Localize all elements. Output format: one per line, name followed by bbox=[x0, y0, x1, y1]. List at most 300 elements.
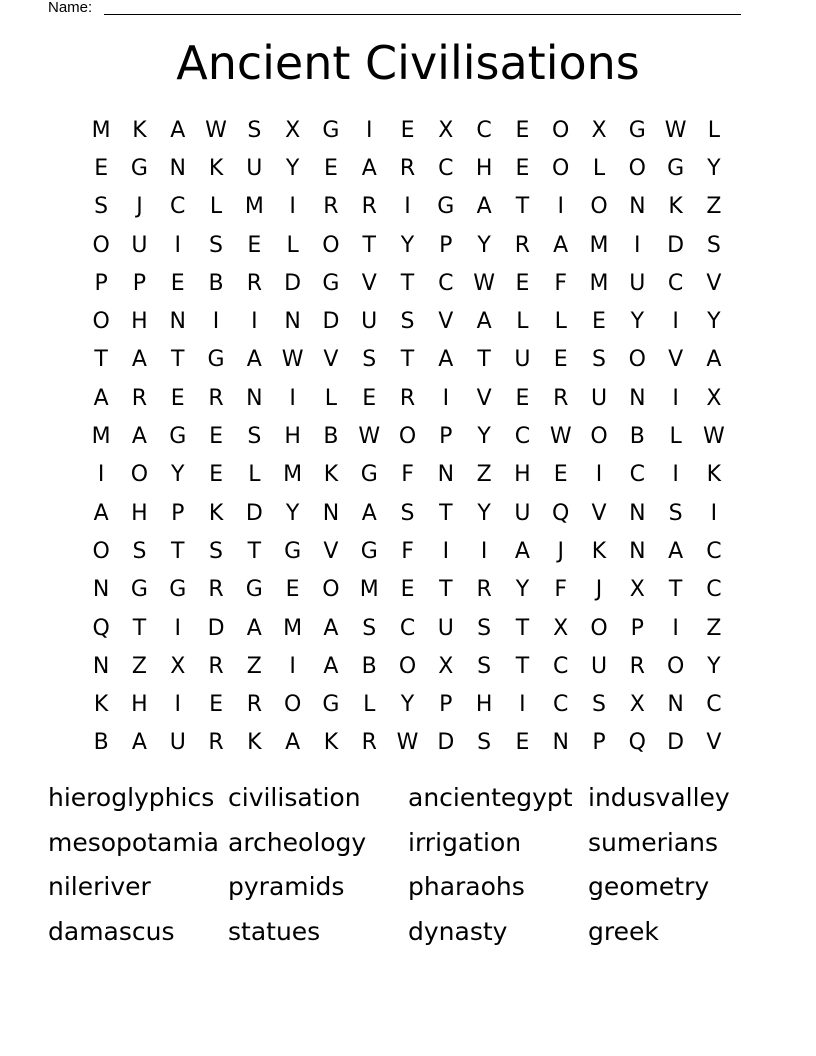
grid-cell[interactable]: E bbox=[400, 117, 415, 143]
grid-cell[interactable]: X bbox=[438, 653, 454, 679]
grid-cell[interactable]: I bbox=[480, 538, 488, 564]
grid-cell[interactable]: I bbox=[672, 385, 679, 411]
grid-cell[interactable]: W bbox=[664, 117, 687, 143]
grid-cell[interactable]: W bbox=[205, 117, 227, 143]
grid-cell[interactable]: T bbox=[94, 347, 108, 373]
grid-cell[interactable]: Y bbox=[707, 155, 721, 181]
grid-cell[interactable]: S bbox=[477, 615, 492, 641]
grid-cell[interactable]: V bbox=[438, 309, 454, 335]
grid-cell[interactable]: Y bbox=[707, 309, 721, 335]
grid-cell[interactable]: E bbox=[170, 385, 185, 411]
grid-cell[interactable]: O bbox=[590, 615, 608, 641]
grid-cell[interactable]: R bbox=[208, 653, 224, 679]
grid-cell[interactable]: E bbox=[247, 232, 262, 258]
grid-cell[interactable]: Y bbox=[400, 692, 415, 718]
grid-cell[interactable]: S bbox=[209, 232, 224, 258]
grid-cell[interactable]: L bbox=[554, 309, 567, 335]
grid-cell[interactable]: A bbox=[93, 385, 109, 411]
grid-cell[interactable]: E bbox=[515, 730, 530, 756]
grid-cell[interactable]: T bbox=[247, 538, 262, 564]
grid-cell[interactable]: M bbox=[244, 194, 264, 220]
grid-cell[interactable]: L bbox=[592, 155, 606, 181]
grid-cell[interactable]: O bbox=[628, 155, 646, 181]
grid-cell[interactable]: O bbox=[590, 424, 608, 450]
grid-cell[interactable]: D bbox=[437, 730, 455, 756]
grid-cell[interactable]: R bbox=[361, 730, 377, 756]
grid-cell[interactable]: V bbox=[476, 385, 492, 411]
grid-cell[interactable]: K bbox=[208, 500, 224, 526]
grid-cell[interactable]: D bbox=[667, 232, 685, 258]
grid-cell[interactable]: M bbox=[283, 615, 303, 641]
grid-cell[interactable]: O bbox=[92, 538, 110, 564]
grid-cell[interactable]: A bbox=[131, 424, 147, 450]
grid-cell[interactable]: G bbox=[437, 194, 455, 220]
grid-cell[interactable]: T bbox=[171, 347, 185, 373]
word-list bbox=[48, 776, 768, 954]
grid-cell[interactable]: A bbox=[476, 309, 492, 335]
word-list-item: statues bbox=[228, 916, 321, 946]
grid-cell[interactable]: H bbox=[131, 309, 148, 335]
grid-cell[interactable]: I bbox=[174, 232, 181, 258]
grid-cell[interactable]: G bbox=[322, 692, 340, 718]
grid-cell[interactable]: U bbox=[246, 155, 263, 181]
grid-cell[interactable]: R bbox=[208, 385, 224, 411]
grid-cell[interactable]: W bbox=[396, 730, 419, 756]
grid-cell[interactable]: G bbox=[130, 155, 148, 181]
grid-cell[interactable]: T bbox=[362, 232, 376, 258]
grid-cell[interactable]: R bbox=[246, 692, 262, 718]
grid-cell[interactable]: S bbox=[400, 309, 415, 335]
grid-cell[interactable]: T bbox=[171, 538, 185, 564]
grid-cell[interactable]: Y bbox=[171, 462, 185, 488]
word-list-item: dynasty bbox=[408, 916, 508, 946]
grid-cell[interactable]: E bbox=[285, 577, 300, 603]
grid-cell[interactable]: V bbox=[361, 270, 377, 296]
grid-cell[interactable]: R bbox=[208, 730, 224, 756]
grid-cell[interactable]: I bbox=[365, 117, 373, 143]
grid-cell[interactable]: H bbox=[131, 692, 148, 718]
grid-cell[interactable]: R bbox=[553, 385, 569, 411]
grid-cell[interactable]: S bbox=[362, 347, 377, 373]
grid-cell[interactable]: N bbox=[629, 385, 646, 411]
grid-cell[interactable]: C bbox=[438, 270, 454, 296]
grid-cell[interactable]: E bbox=[592, 309, 606, 335]
grid-cell[interactable]: G bbox=[207, 347, 225, 373]
grid-cell[interactable]: R bbox=[323, 194, 339, 220]
grid-cell[interactable]: C bbox=[667, 270, 684, 296]
grid-cell[interactable]: E bbox=[362, 385, 377, 411]
grid-cell[interactable]: O bbox=[322, 232, 340, 258]
grid-cell[interactable]: N bbox=[552, 730, 569, 756]
grid-cell[interactable]: N bbox=[92, 653, 110, 679]
grid-cell[interactable]: L bbox=[516, 309, 529, 335]
grid-cell[interactable]: A bbox=[93, 500, 109, 526]
grid-cell[interactable]: T bbox=[400, 270, 415, 296]
grid-cell[interactable]: S bbox=[592, 347, 606, 373]
grid-cell[interactable]: Q bbox=[552, 500, 570, 526]
grid-cell[interactable]: D bbox=[667, 730, 685, 756]
grid-cell[interactable]: G bbox=[360, 462, 378, 488]
grid-cell[interactable]: N bbox=[246, 385, 263, 411]
grid-cell[interactable]: X bbox=[706, 385, 722, 411]
grid-cell[interactable]: S bbox=[362, 615, 377, 641]
grid-cell[interactable]: R bbox=[629, 653, 645, 679]
grid-cell[interactable]: G bbox=[245, 577, 263, 603]
grid-cell[interactable]: D bbox=[245, 500, 263, 526]
grid-cell[interactable]: E bbox=[209, 462, 223, 488]
grid-cell[interactable]: H bbox=[475, 155, 493, 181]
grid-cell[interactable]: M bbox=[589, 232, 609, 258]
grid-cell[interactable]: J bbox=[557, 538, 564, 564]
grid-cell[interactable]: Y bbox=[285, 155, 300, 181]
grid-cell[interactable]: M bbox=[91, 117, 111, 143]
grid-cell[interactable]: X bbox=[170, 653, 186, 679]
grid-cell[interactable]: N bbox=[284, 309, 301, 335]
grid-cell[interactable]: T bbox=[477, 347, 491, 373]
grid-cell[interactable]: S bbox=[132, 538, 147, 564]
grid-cell[interactable]: J bbox=[595, 577, 603, 603]
grid-cell[interactable]: K bbox=[247, 730, 262, 756]
grid-cell[interactable]: Y bbox=[707, 653, 721, 679]
grid-cell[interactable]: I bbox=[97, 462, 105, 488]
grid-cell[interactable]: E bbox=[94, 155, 109, 181]
grid-cell[interactable]: K bbox=[132, 117, 147, 143]
grid-cell[interactable]: C bbox=[170, 194, 186, 220]
grid-cell[interactable]: A bbox=[246, 347, 262, 373]
grid-cell[interactable]: W bbox=[703, 424, 725, 450]
grid-cell[interactable]: O bbox=[552, 155, 570, 181]
grid-cell[interactable]: W bbox=[358, 424, 381, 450]
grid-cell[interactable]: G bbox=[667, 155, 685, 181]
grid-cell[interactable]: A bbox=[131, 730, 147, 756]
grid-cell[interactable]: K bbox=[93, 692, 109, 718]
grid-cell[interactable]: P bbox=[439, 232, 453, 258]
grid-cell[interactable]: F bbox=[401, 538, 414, 564]
grid-cell[interactable]: Z bbox=[706, 194, 722, 220]
grid-cell[interactable]: O bbox=[628, 347, 646, 373]
grid-cell[interactable]: C bbox=[629, 462, 645, 488]
grid-cell[interactable]: S bbox=[247, 424, 262, 450]
grid-cell[interactable]: K bbox=[323, 462, 339, 488]
grid-cell[interactable]: G bbox=[169, 577, 187, 603]
grid-cell[interactable]: G bbox=[284, 538, 302, 564]
word-list-item: damascus bbox=[48, 916, 175, 946]
grid-cell[interactable]: L bbox=[669, 424, 682, 450]
grid-cell[interactable]: I bbox=[212, 309, 220, 335]
grid-cell[interactable]: L bbox=[209, 194, 223, 220]
grid-cell[interactable]: O bbox=[130, 462, 149, 488]
grid-cell[interactable]: U bbox=[131, 232, 148, 258]
grid-cell[interactable]: U bbox=[590, 385, 608, 411]
grid-cell[interactable]: G bbox=[322, 117, 340, 143]
name-label: Name: bbox=[48, 0, 93, 16]
grid-cell[interactable]: B bbox=[361, 653, 377, 679]
grid-cell[interactable]: O bbox=[590, 194, 608, 220]
grid-cell[interactable]: R bbox=[399, 385, 416, 411]
grid-cell[interactable]: L bbox=[363, 692, 376, 718]
grid-cell[interactable]: V bbox=[323, 347, 339, 373]
grid-cell[interactable]: F bbox=[401, 462, 414, 488]
grid-cell[interactable]: M bbox=[91, 424, 111, 450]
grid-cell[interactable]: I bbox=[710, 500, 718, 526]
grid-cell[interactable]: O bbox=[283, 692, 302, 718]
grid-cell[interactable]: I bbox=[404, 194, 411, 220]
grid-cell[interactable]: S bbox=[706, 232, 721, 258]
grid-cell[interactable]: E bbox=[400, 577, 415, 603]
grid-cell[interactable]: T bbox=[132, 615, 147, 641]
grid-cell[interactable]: E bbox=[209, 424, 223, 450]
grid-cell[interactable]: C bbox=[706, 577, 722, 603]
grid-cell[interactable]: C bbox=[438, 155, 454, 181]
grid-cell[interactable]: I bbox=[557, 194, 564, 220]
grid-cell[interactable]: N bbox=[629, 538, 646, 564]
grid-cell[interactable]: Y bbox=[630, 309, 645, 335]
grid-cell[interactable]: O bbox=[398, 653, 417, 679]
grid-cell[interactable]: N bbox=[169, 155, 186, 181]
grid-cell[interactable]: S bbox=[94, 194, 109, 220]
grid-cell[interactable]: V bbox=[706, 270, 722, 296]
grid-cell[interactable]: L bbox=[324, 385, 338, 411]
grid-cell[interactable]: O bbox=[552, 117, 570, 143]
grid-cell[interactable]: C bbox=[476, 117, 492, 143]
grid-cell[interactable]: C bbox=[706, 538, 722, 564]
grid-cell[interactable]: G bbox=[130, 577, 148, 603]
grid-cell[interactable]: M bbox=[283, 462, 303, 488]
grid-cell[interactable]: C bbox=[399, 615, 416, 641]
grid-cell[interactable]: C bbox=[514, 424, 531, 450]
grid-cell[interactable]: L bbox=[286, 232, 299, 258]
grid-cell[interactable]: I bbox=[634, 232, 641, 258]
grid-cell[interactable]: R bbox=[208, 577, 224, 603]
grid-cell[interactable]: K bbox=[323, 730, 339, 756]
grid-cell[interactable]: P bbox=[630, 615, 644, 641]
grid-cell[interactable]: I bbox=[289, 653, 296, 679]
grid-cell[interactable]: F bbox=[554, 270, 568, 296]
grid-cell[interactable]: H bbox=[131, 500, 148, 526]
grid-cell[interactable]: K bbox=[208, 155, 224, 181]
grid-cell[interactable]: B bbox=[208, 270, 224, 296]
grid-cell[interactable]: U bbox=[629, 270, 646, 296]
grid-cell[interactable]: W bbox=[281, 347, 304, 373]
grid-cell[interactable]: T bbox=[515, 194, 530, 220]
grid-cell[interactable]: O bbox=[92, 309, 110, 335]
grid-cell[interactable]: G bbox=[360, 538, 378, 564]
grid-cell[interactable]: I bbox=[174, 692, 181, 718]
grid-cell[interactable]: I bbox=[442, 385, 450, 411]
grid-cell[interactable]: A bbox=[285, 730, 301, 756]
grid-cell[interactable]: P bbox=[94, 270, 108, 296]
word-list-item: ancientegypt bbox=[408, 783, 573, 812]
grid-cell[interactable]: S bbox=[477, 653, 492, 679]
grid-cell[interactable]: G bbox=[628, 117, 646, 143]
grid-cell[interactable]: P bbox=[171, 500, 185, 526]
grid-cell[interactable]: N bbox=[437, 462, 455, 488]
grid-cell[interactable]: T bbox=[439, 500, 453, 526]
grid-cell[interactable]: S bbox=[668, 500, 683, 526]
grid-cell[interactable]: I bbox=[289, 194, 296, 220]
grid-cell[interactable]: T bbox=[400, 347, 415, 373]
grid-cell[interactable]: D bbox=[207, 615, 225, 641]
grid-cell[interactable]: R bbox=[131, 385, 148, 411]
grid-cell[interactable]: I bbox=[174, 615, 181, 641]
grid-cell[interactable]: W bbox=[473, 270, 495, 296]
grid-cell[interactable]: A bbox=[514, 538, 530, 564]
grid-cell[interactable]: V bbox=[668, 347, 684, 373]
grid-cell[interactable]: K bbox=[591, 538, 607, 564]
grid-cell[interactable]: T bbox=[515, 615, 530, 641]
grid-cell[interactable]: S bbox=[209, 538, 224, 564]
grid-cell[interactable]: N bbox=[629, 194, 646, 220]
grid-cell[interactable]: N bbox=[322, 500, 340, 526]
grid-cell[interactable]: R bbox=[361, 194, 377, 220]
grid-cell[interactable]: C bbox=[553, 692, 569, 718]
grid-cell[interactable]: U bbox=[361, 309, 378, 335]
grid-cell[interactable]: Q bbox=[628, 730, 646, 756]
grid-cell[interactable]: A bbox=[438, 347, 454, 373]
grid-cell[interactable]: R bbox=[476, 577, 492, 603]
grid-cell[interactable]: N bbox=[92, 577, 110, 603]
grid-cell[interactable]: E bbox=[553, 462, 568, 488]
grid-cell[interactable]: X bbox=[285, 117, 301, 143]
grid-cell[interactable]: T bbox=[668, 577, 683, 603]
grid-cell[interactable]: I bbox=[442, 538, 450, 564]
grid-cell[interactable]: X bbox=[591, 117, 607, 143]
grid-cell[interactable]: S bbox=[477, 730, 492, 756]
grid-cell[interactable]: B bbox=[93, 730, 109, 756]
grid-cell[interactable]: Z bbox=[476, 462, 492, 488]
grid-cell[interactable]: P bbox=[439, 692, 453, 718]
grid-cell[interactable]: Y bbox=[477, 424, 491, 450]
grid-cell[interactable]: A bbox=[170, 117, 186, 143]
grid-cell[interactable]: Y bbox=[477, 232, 491, 258]
grid-cell[interactable]: U bbox=[590, 653, 608, 679]
grid-cell[interactable]: L bbox=[248, 462, 261, 488]
grid-cell[interactable]: E bbox=[515, 117, 530, 143]
grid-cell[interactable]: E bbox=[553, 347, 568, 373]
grid-cell[interactable]: P bbox=[439, 424, 453, 450]
grid-cell[interactable]: I bbox=[519, 692, 526, 718]
grid-cell[interactable]: P bbox=[132, 270, 147, 296]
grid-cell[interactable]: Z bbox=[131, 653, 147, 679]
grid-cell[interactable]: A bbox=[476, 194, 492, 220]
grid-cell[interactable]: Q bbox=[92, 615, 110, 641]
grid-cell[interactable]: A bbox=[553, 232, 569, 258]
grid-cell[interactable]: H bbox=[514, 462, 531, 488]
grid-cell[interactable]: E bbox=[170, 270, 185, 296]
grid-cell[interactable]: J bbox=[136, 194, 143, 220]
grid-cell[interactable]: E bbox=[515, 270, 530, 296]
word-list-item: indusvalley bbox=[588, 783, 730, 812]
grid-cell[interactable]: I bbox=[672, 309, 679, 335]
grid-cell[interactable]: K bbox=[706, 462, 722, 488]
grid-cell[interactable]: A bbox=[131, 347, 147, 373]
grid-cell[interactable]: L bbox=[707, 117, 721, 143]
grid-cell[interactable]: K bbox=[668, 194, 683, 220]
grid-cell[interactable]: T bbox=[439, 577, 453, 603]
grid-cell[interactable]: Z bbox=[246, 653, 262, 679]
grid-cell[interactable]: Y bbox=[285, 500, 300, 526]
grid-cell[interactable]: P bbox=[592, 730, 606, 756]
grid-cell[interactable]: N bbox=[169, 309, 186, 335]
grid-cell[interactable]: V bbox=[323, 538, 339, 564]
grid-cell[interactable]: I bbox=[672, 615, 679, 641]
grid-cell[interactable]: Y bbox=[477, 500, 491, 526]
grid-cell[interactable]: A bbox=[361, 500, 377, 526]
grid-cell[interactable]: I bbox=[672, 462, 679, 488]
grid-cell[interactable]: R bbox=[246, 270, 262, 296]
grid-cell[interactable]: U bbox=[169, 730, 186, 756]
grid-cell[interactable]: Y bbox=[400, 232, 415, 258]
grid-cell[interactable]: F bbox=[554, 577, 568, 603]
grid-cell[interactable]: Z bbox=[706, 615, 722, 641]
grid-cell[interactable]: R bbox=[399, 155, 416, 181]
grid-cell[interactable]: D bbox=[284, 270, 302, 296]
grid-cell[interactable]: I bbox=[289, 385, 296, 411]
grid-cell[interactable]: T bbox=[515, 653, 530, 679]
grid-cell[interactable]: C bbox=[706, 692, 722, 718]
grid-cell[interactable]: Y bbox=[515, 577, 530, 603]
grid-cell[interactable]: B bbox=[323, 424, 339, 450]
grid-cell[interactable]: U bbox=[514, 347, 531, 373]
grid-cell[interactable]: V bbox=[591, 500, 607, 526]
grid-cell[interactable]: O bbox=[92, 232, 110, 258]
grid-cell[interactable]: O bbox=[398, 424, 417, 450]
grid-cell[interactable]: S bbox=[400, 500, 415, 526]
grid-cell[interactable]: S bbox=[247, 117, 262, 143]
grid-cell[interactable]: I bbox=[251, 309, 258, 335]
grid-cell[interactable]: V bbox=[706, 730, 722, 756]
grid-cell[interactable]: E bbox=[323, 155, 338, 181]
grid-cell[interactable]: X bbox=[553, 615, 569, 641]
grid-cell[interactable]: A bbox=[246, 615, 262, 641]
grid-cell[interactable]: M bbox=[359, 577, 379, 603]
grid-cell[interactable]: E bbox=[515, 385, 530, 411]
grid-cell[interactable]: H bbox=[284, 424, 301, 450]
grid-cell[interactable]: A bbox=[323, 653, 339, 679]
grid-cell[interactable]: G bbox=[169, 424, 187, 450]
grid-cell[interactable]: C bbox=[553, 653, 569, 679]
grid-cell[interactable]: H bbox=[475, 692, 493, 718]
grid-cell[interactable]: O bbox=[322, 577, 340, 603]
word-list-item: irrigation bbox=[408, 827, 522, 857]
word-list-item: archeology bbox=[228, 827, 367, 857]
grid-cell[interactable]: O bbox=[666, 653, 685, 679]
grid-cell[interactable]: A bbox=[361, 155, 377, 181]
grid-cell[interactable]: W bbox=[549, 424, 572, 450]
word-list-item: geometry bbox=[588, 872, 710, 901]
grid-cell[interactable]: N bbox=[667, 692, 684, 718]
grid-cell[interactable]: D bbox=[322, 309, 340, 335]
grid-cell[interactable]: R bbox=[514, 232, 531, 258]
grid-cell[interactable]: G bbox=[322, 270, 340, 296]
name-field[interactable] bbox=[48, 0, 741, 16]
grid-cell[interactable]: X bbox=[438, 117, 454, 143]
grid-cell[interactable]: E bbox=[209, 692, 223, 718]
grid-cell[interactable]: A bbox=[323, 615, 339, 641]
grid-cell[interactable]: N bbox=[629, 500, 646, 526]
grid-cell[interactable]: U bbox=[514, 500, 531, 526]
grid-cell[interactable]: M bbox=[589, 270, 609, 296]
grid-cell[interactable]: U bbox=[437, 615, 454, 641]
grid-cell[interactable]: I bbox=[595, 462, 603, 488]
grid-cell[interactable]: X bbox=[629, 692, 645, 718]
grid-cell[interactable]: E bbox=[515, 155, 530, 181]
grid-cell[interactable]: A bbox=[706, 347, 722, 373]
grid-cell[interactable]: A bbox=[668, 538, 684, 564]
grid-cell[interactable]: B bbox=[629, 424, 645, 450]
grid-cell[interactable]: X bbox=[629, 577, 645, 603]
grid-cell[interactable]: S bbox=[592, 692, 606, 718]
